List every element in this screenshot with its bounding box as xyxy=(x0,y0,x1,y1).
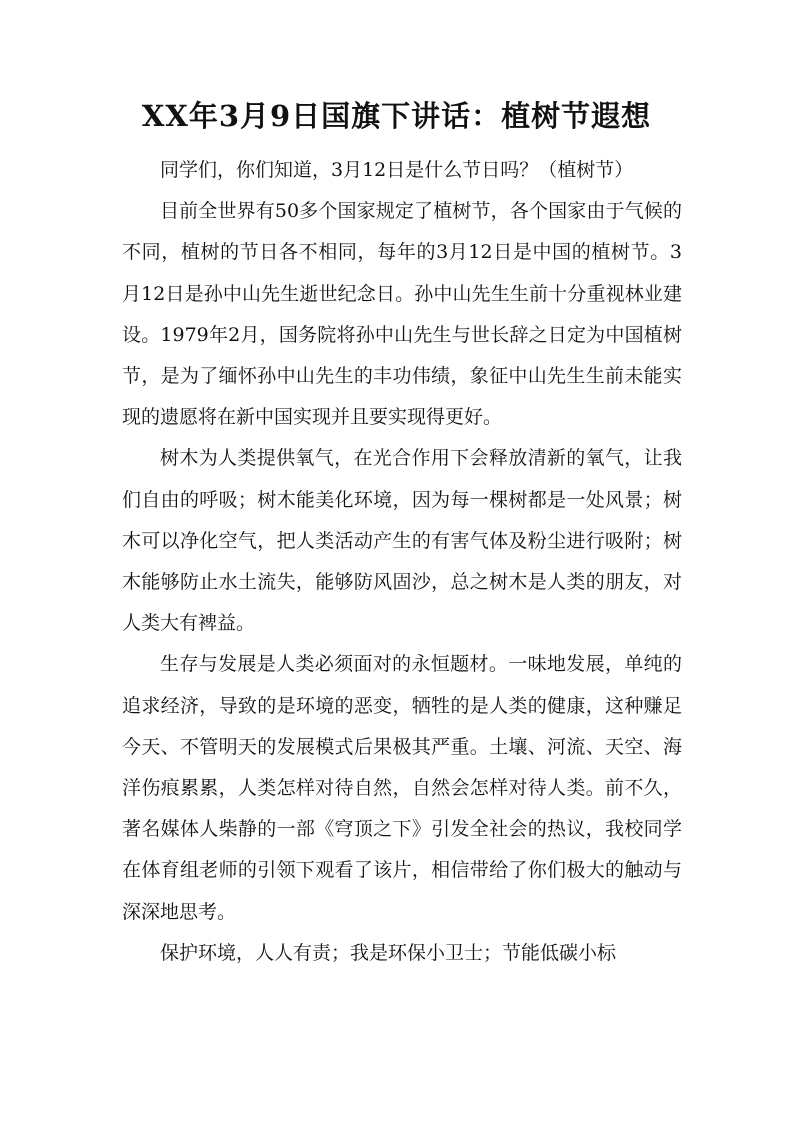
paragraph: 生存与发展是人类必须面对的永恒题材。一味地发展，单纯的追求经济，导致的是环境的恶变，牺牲的是人类的健康，这种赚足今天、不管明天的发展模式后果极其严重。土壤、河流、天空、海洋伤痕累累，人类怎样对待自然，自然会怎样对待人类。前不久，著名媒体人柴静的一部《穹顶之下》引发全社会的热议，我校同学在体育组老师的引领下观看了该片，相信带给了你们极大的触动与深深地思考。 xyxy=(122,653,682,923)
paragraph: 同学们，你们知道，3月12日是什么节日吗？（植树节） xyxy=(160,159,634,181)
document-body xyxy=(122,150,682,974)
paragraph: 树木为人类提供氧气，在光合作用下会释放清新的氧气，让我们自由的呼吸；树木能美化环境，因为每一棵树都是一处风景；树木可以净化空气，把人类活动产生的有害气体及粉尘进行吸附；树木能够防止水土流失，能够防风固沙，总之树木是人类的朋友，对人类大有裨益。 xyxy=(122,447,682,635)
paragraph: 目前全世界有50多个国家规定了植树节，各个国家由于气候的不同，植树的节日各不相同，每年的3月12日是中国的植树节。3月12日是孙中山先生逝世纪念日。孙中山先生生前十分重视林业建设。1979年2月，国务院将孙中山先生与世长辞之日定为中国植树节，是为了缅怀孙中山先生的丰功伟绩，象征中山先生生前未能实现的遗愿将在新中国实现并且要实现得更好。 xyxy=(122,200,682,429)
paragraph: 保护环境，人人有责；我是环保小卫士；节能低碳小标 xyxy=(160,941,617,964)
document-title: XX年3月9日国旗下讲话：植树节遐想 xyxy=(141,99,652,133)
